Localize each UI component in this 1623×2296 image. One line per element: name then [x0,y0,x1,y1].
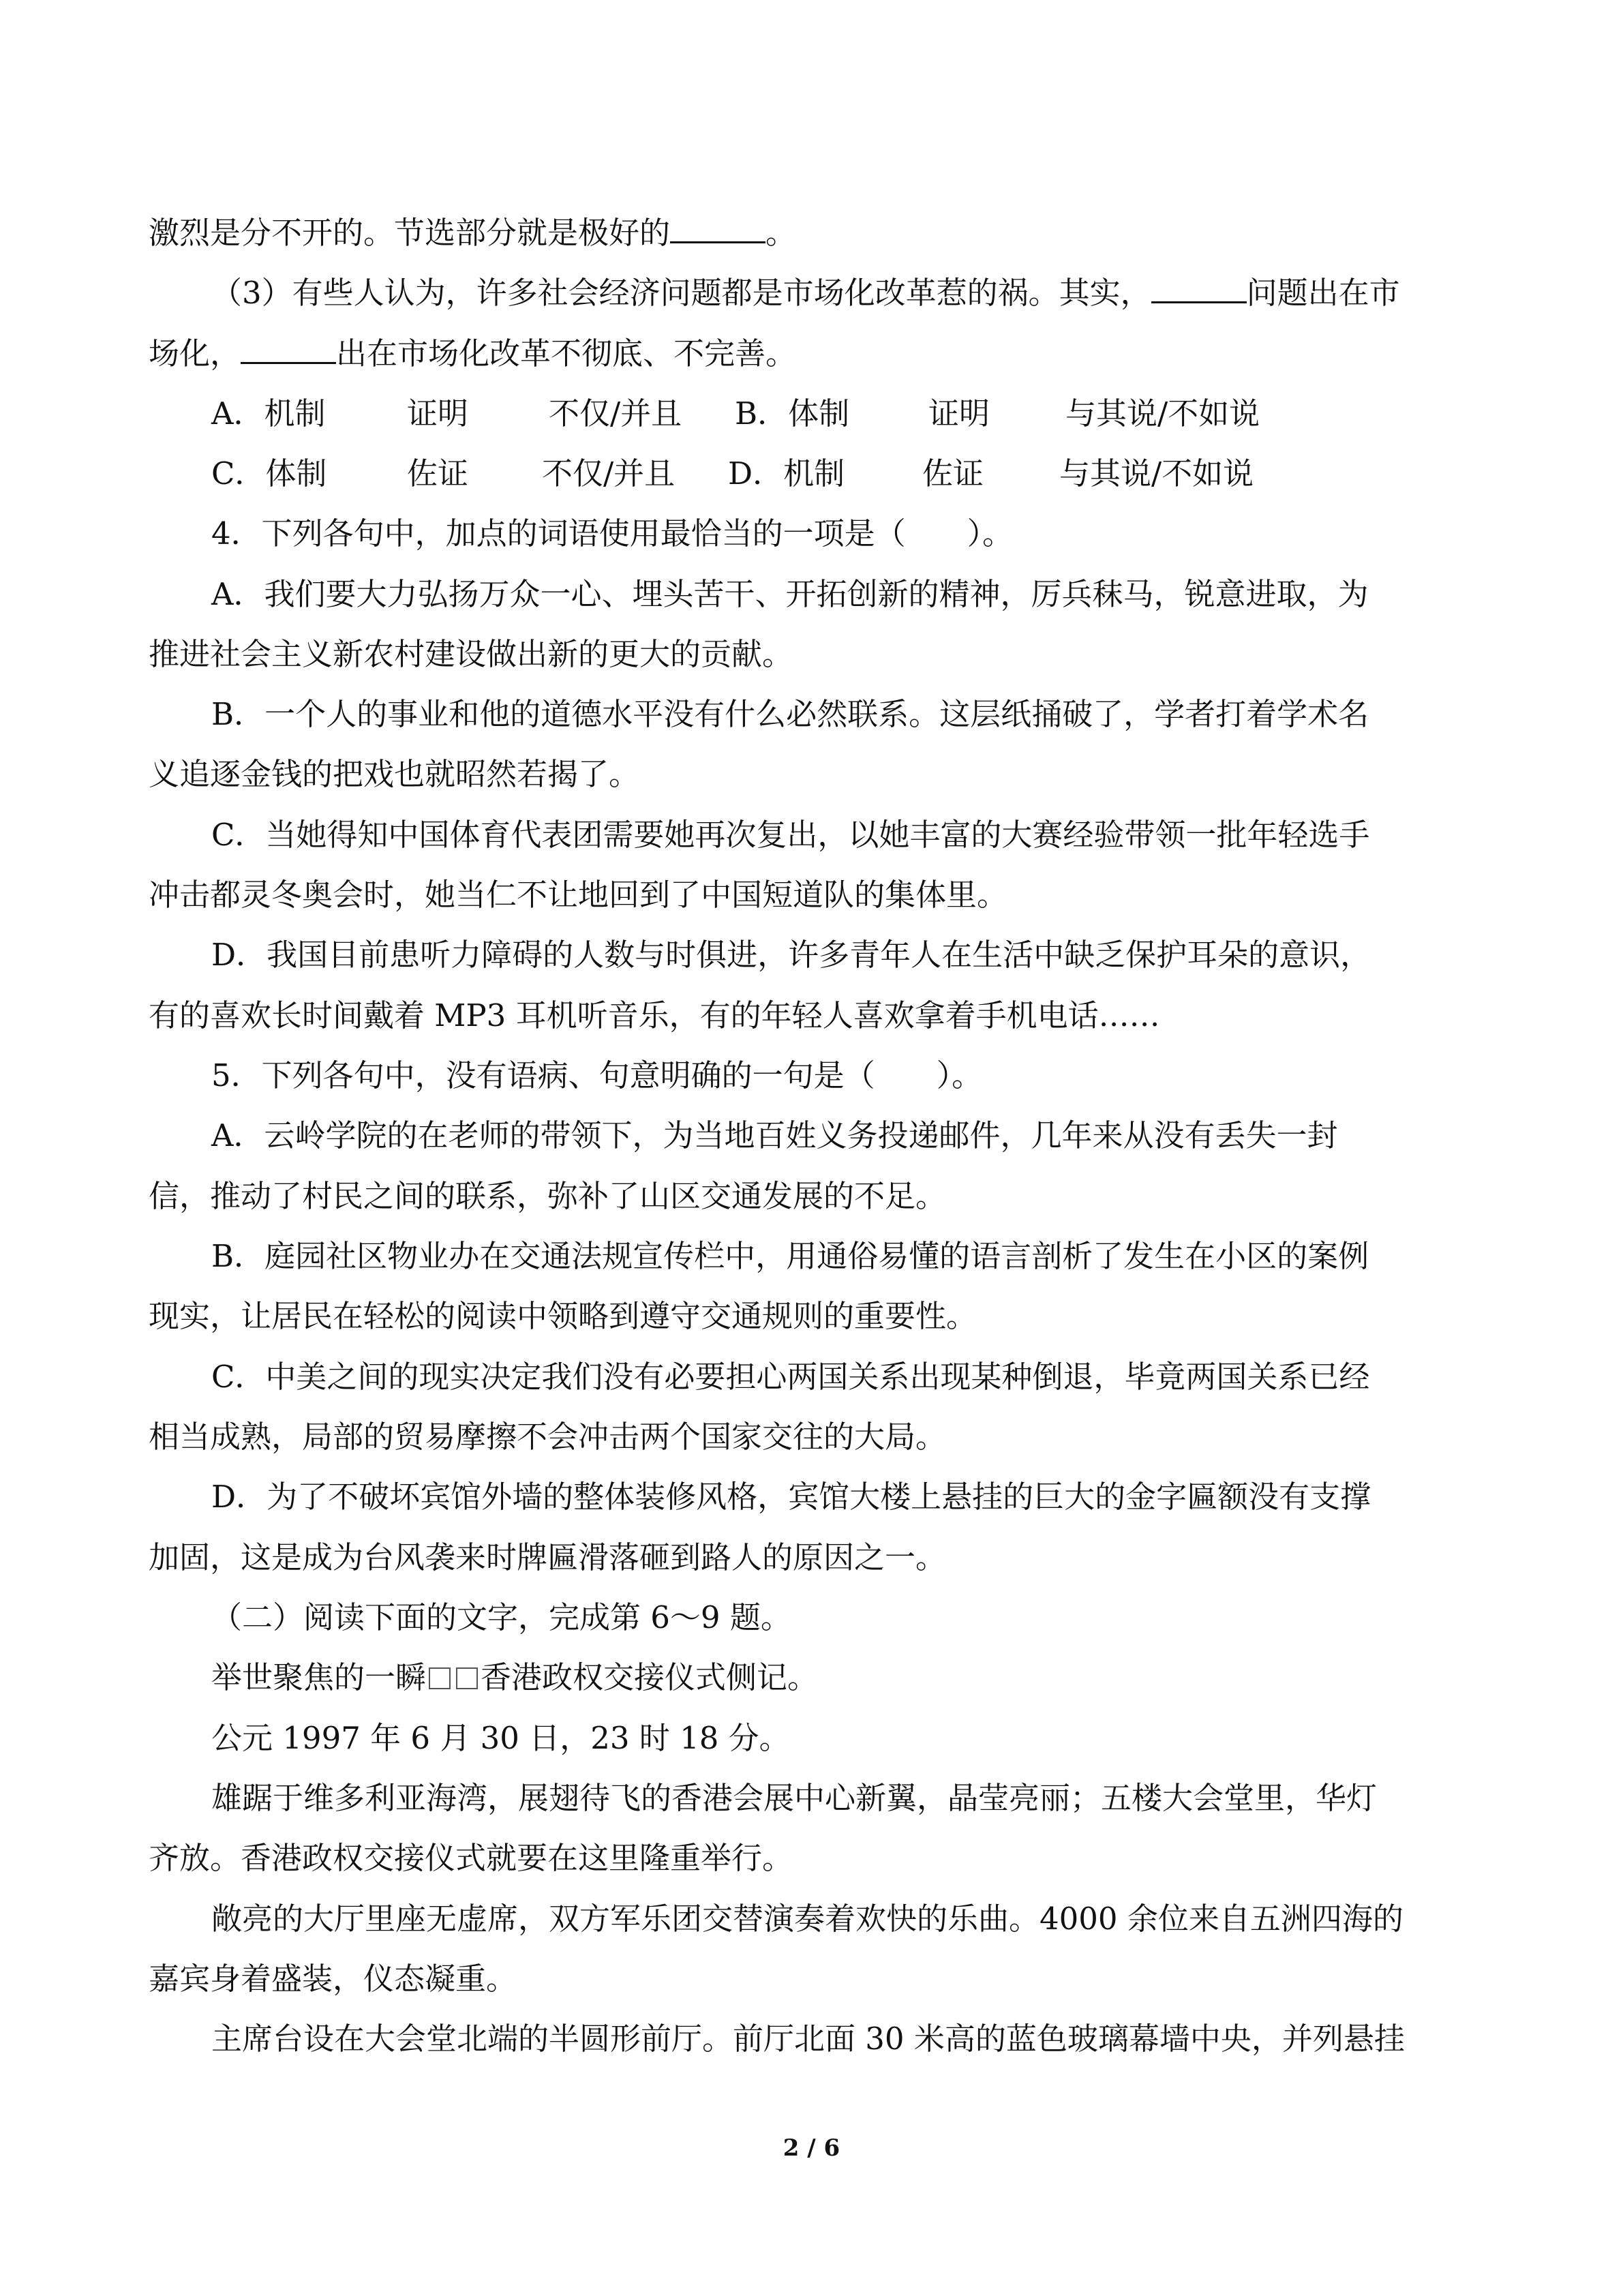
option-c-word3: 不仅/并且 [542,455,676,492]
answer-blank [1151,274,1247,303]
option-b-word1: B．体制 [735,395,850,432]
option-b-word3: 与其说/不如说 [1065,395,1260,432]
q4-option-c-line-1: C．当她得知中国体育代表团需要她再次复出，以她丰富的大赛经验带领一批年轻选手 [211,817,1370,853]
q3-options-row-1 [211,393,1370,434]
q5-option-d-line-1: D．为了不破坏宾馆外墙的整体装修风格，宾馆大楼上悬挂的巨大的金字匾额没有支撑 [211,1479,1371,1515]
q5-option-d-line-2: 加固，这是成为台风袭来时牌匾滑落砸到路人的原因之一。 [149,1539,947,1575]
option-c-word1: C．体制 [211,455,327,492]
q4-option-d-line-2: 有的喜欢长时间戴着 MP3 耳机听音乐，有的年轻人喜欢拿着手机电话…… [149,997,1160,1033]
q5-option-b-line-2: 现实，让居民在轻松的阅读中领略到遵守交通规则的重要性。 [149,1298,977,1334]
text: 。 [765,215,797,251]
q3-sub3-line-2 [149,333,1478,374]
option-a-word1: A．机制 [211,395,326,432]
q4-option-d-line-1: D．我国目前患听力障碍的人数与时俱进，许多青年人在生活中缺乏保护耳朵的意识， [211,937,1371,973]
passage-p1-line-2: 齐放。香港政权交接仪式就要在这里隆重举行。 [149,1840,793,1876]
option-a-word3: 不仅/并且 [549,395,682,432]
q5-option-b-line-1: B．庭园社区物业办在交通法规宣传栏中，用通俗易懂的语言剖析了发生在小区的案例 [211,1238,1369,1274]
passage-title [211,1657,1541,1698]
reading-intro: （二）阅读下面的文字，完成第 6～9 题。 [211,1599,791,1635]
passage-p1-line-1: 雄踞于维多利亚海湾，展翅待飞的香港会展中心新翼，晶莹亮丽；五楼大会堂里，华灯 [211,1780,1378,1816]
q5-option-c-line-1: C．中美之间的现实决定我们没有必要担心两国关系出现某种倒退，毕竟两国关系已经 [211,1359,1370,1395]
option-d-word1: D．机制 [728,455,845,492]
missing-glyph-box [429,1667,451,1689]
text: 激烈是分不开的。节选部分就是极好的 [149,215,671,251]
missing-glyph-box [456,1667,478,1689]
option-c-word2: 佐证 [407,455,469,492]
text: 问题出在市 [1246,275,1400,311]
option-d-word3: 与其说/不如说 [1059,455,1254,492]
q5-option-a-line-1: A．云岭学院的在老师的带领下，为当地百姓义务投递邮件，几年来从没有丢失一封 [211,1117,1338,1153]
text: （3）有些人认为，许多社会经济问题都是市场化改革惹的祸。其实， [211,275,1151,311]
option-b-word2: 证明 [928,395,990,432]
q4-option-c-line-2: 冲击都灵冬奥会时，她当仁不让地回到了中国短道队的集体里。 [149,877,1008,913]
passage-p2-line-1: 敞亮的大厅里座无虚席，双方军乐团交替演奏着欢快的乐曲。4000 余位来自五洲四海的 [211,1901,1404,1937]
text: 香港政权交接仪式侧记。 [481,1659,819,1695]
answer-blank [241,335,336,364]
passage-date: 公元 1997 年 6 月 30 日，23 时 18 分。 [211,1720,790,1756]
page-number: 2 / 6 [783,2134,840,2162]
q5-stem: 5．下列各句中，没有语病、句意明确的一句是（ ）。 [211,1057,983,1093]
q4-stem: 4．下列各句中，加点的词语使用最恰当的一项是（ ）。 [211,515,1014,552]
passage-p2-line-2: 嘉宾身着盛装，仪态凝重。 [149,1961,517,1997]
passage-p3-line-1: 主席台设在大会堂北端的半圆形前厅。前厅北面 30 米高的蓝色玻璃幕墙中央，并列悬挂 [211,2021,1405,2057]
q3-options-row-2 [211,453,1370,494]
q4-option-a-line-2: 推进社会主义新农村建设做出新的更大的贡献。 [149,636,793,672]
q4-option-a-line-1: A．我们要大力弘扬万众一心、埋头苦干、开拓创新的精神，厉兵秣马，锐意进取，为 [211,576,1369,612]
option-a-word2: 证明 [407,395,469,432]
text: 举世聚焦的一瞬 [211,1659,427,1695]
text: 出在市场化改革不彻底、不完善。 [336,335,797,372]
q5-option-a-line-2: 信，推动了村民之间的联系，弥补了山区交通发展的不足。 [149,1178,947,1214]
q4-option-b-line-2: 义追逐金钱的把戏也就昭然若揭了。 [149,756,640,792]
text: 场化， [149,335,241,372]
q4-option-b-line-1: B．一个人的事业和他的道德水平没有什么必然联系。这层纸捅破了，学者打着学术名 [211,696,1369,732]
option-d-word2: 佐证 [922,455,984,492]
q5-option-c-line-2: 相当成熟，局部的贸易摩擦不会冲击两个国家交往的大局。 [149,1419,947,1455]
q3-tail-line-1 [149,213,1478,254]
q3-sub3-line-1 [211,273,1541,314]
answer-blank [670,214,765,243]
